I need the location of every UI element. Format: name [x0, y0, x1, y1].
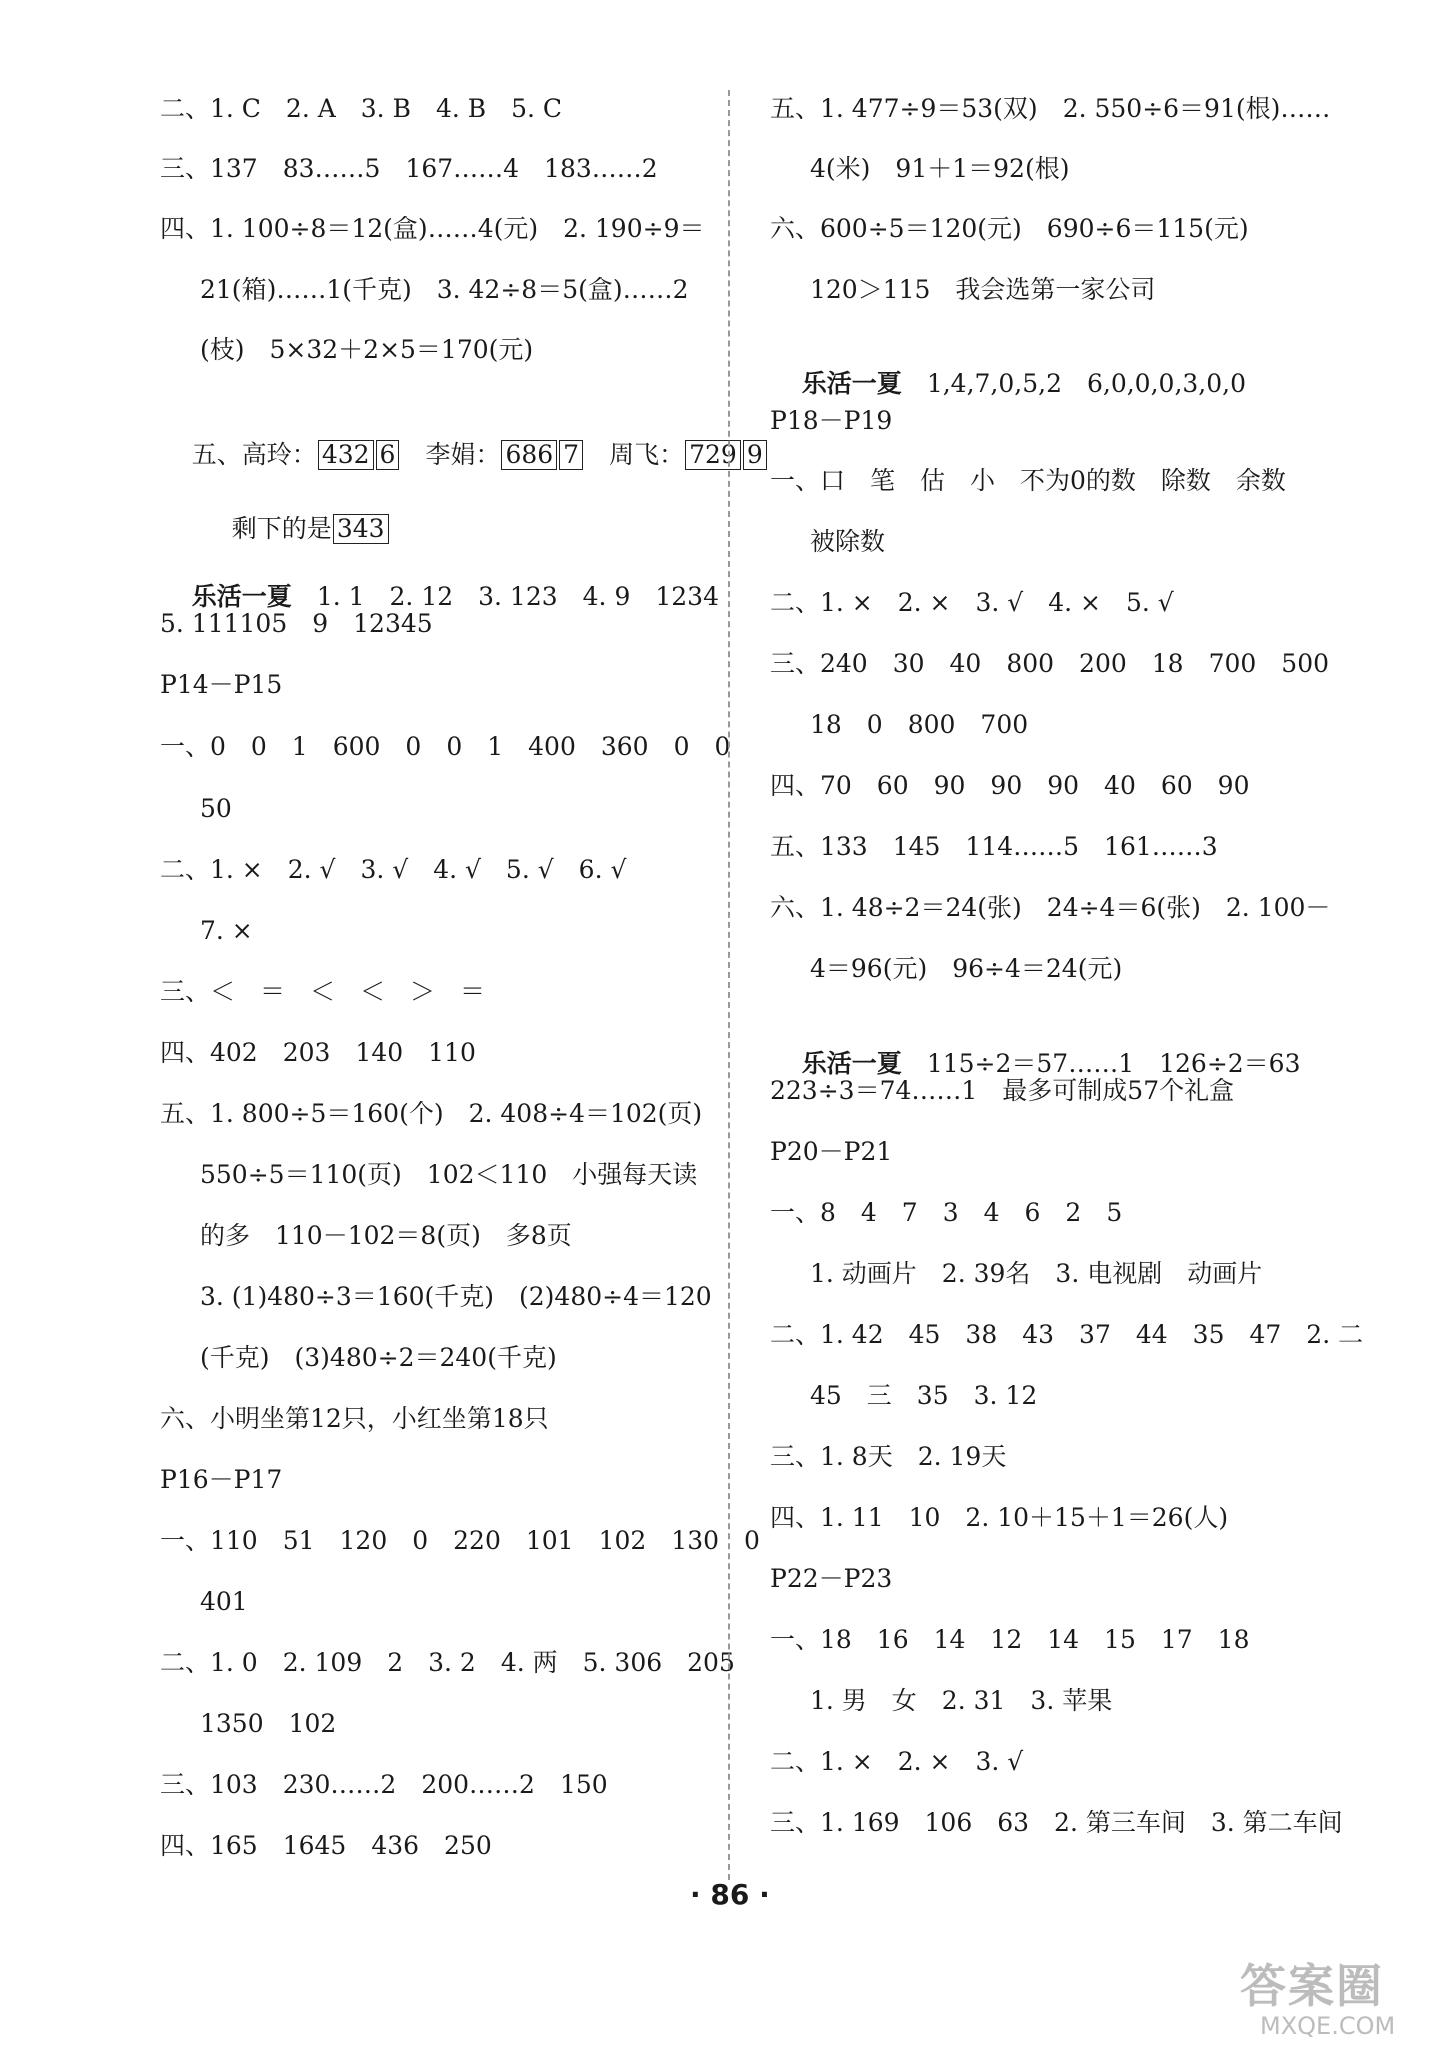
answer-line: 1. 男 女 2. 31 3. 苹果 — [810, 1686, 1113, 1715]
section-label: 乐活一夏 — [191, 582, 292, 611]
answer-line: 120＞115 我会选第一家公司 — [810, 275, 1156, 304]
page-range-heading: P20－P21 — [770, 1137, 893, 1166]
answer-box: 729 — [685, 440, 741, 470]
answer-box: 432 — [318, 440, 374, 470]
answer-line: 18 0 800 700 — [810, 710, 1029, 739]
answer-line: 五、1. 800÷5＝160(个) 2. 408÷4＝102(页) — [160, 1099, 703, 1128]
answer-line: 三、1. 169 106 63 2. 第三车间 3. 第二车间 — [770, 1808, 1343, 1837]
answer-line: 一、18 16 14 12 14 15 17 18 — [770, 1625, 1250, 1654]
answer-line: 一、8 4 7 3 4 6 2 5 — [770, 1198, 1123, 1227]
answer-line: 一、110 51 120 0 220 101 102 130 0 — [160, 1526, 760, 1555]
answer-line: 六、600÷5＝120(元) 690÷6＝115(元) — [770, 214, 1249, 243]
page-range-heading: P16－P17 — [160, 1465, 283, 1494]
answer-line: 的多 110－102＝8(页) 多8页 — [200, 1221, 572, 1250]
answer-line: 3. (1)480÷3＝160(千克) (2)480÷4＝120 — [200, 1282, 712, 1311]
answer-line: 1. 动画片 2. 39名 3. 电视剧 动画片 — [810, 1259, 1263, 1288]
answer-line: (千克) (3)480÷2＝240(千克) — [200, 1343, 557, 1372]
answer-line: 223÷3＝74……1 最多可制成57个礼盒 — [770, 1076, 1235, 1105]
section-label: 乐活一夏 — [801, 1049, 902, 1078]
answer-line: 三、＜ ＝ ＜ ＜ ＞ ＝ — [160, 977, 486, 1006]
name-label: 周飞： — [584, 440, 685, 469]
answer-line: 五、133 145 114……5 161……3 — [770, 832, 1218, 861]
answer-line: 5. 111105 9 12345 — [160, 609, 433, 638]
answer-line: 六、1. 48÷2＝24(张) 24÷4＝6(张) 2. 100－ — [770, 893, 1331, 922]
answer-line: 50 — [200, 794, 232, 823]
page-range-heading: P18－P19 — [770, 406, 893, 435]
name-label: 李娟： — [400, 440, 501, 469]
answer-line: 4＝96(元) 96÷4＝24(元) — [810, 954, 1123, 983]
answer-line: 二、1. C 2. A 3. B 4. B 5. C — [160, 94, 563, 123]
item-prefix: 五、高玲： — [191, 440, 317, 469]
answer-line: 三、137 83……5 167……4 183……2 — [160, 154, 658, 183]
answer-line: 三、103 230……2 200……2 150 — [160, 1770, 608, 1799]
answer-line: 550÷5＝110(页) 102＜110 小强每天读 — [200, 1160, 698, 1189]
watermark-site: MXQE.COM — [1260, 2012, 1396, 2040]
section-text: 1. 1 2. 12 3. 123 4. 9 1234 — [291, 582, 719, 611]
answer-line: (枝) 5×32＋2×5＝170(元) — [200, 335, 534, 364]
answer-line: 一、口 笔 估 小 不为0的数 除数 余数 — [770, 466, 1286, 495]
page-range-heading: P14－P15 — [160, 670, 283, 699]
answer-line: 1350 102 — [200, 1709, 337, 1738]
answer-line: 二、1. × 2. × 3. √ 4. × 5. √ — [770, 588, 1174, 617]
answer-line: 五、1. 477÷9＝53(双) 2. 550÷6＝91(根)…… — [770, 94, 1331, 123]
answer-line: 四、70 60 90 90 90 40 60 90 — [770, 771, 1250, 800]
answer-box: 6 — [376, 440, 400, 470]
section-text: 1,4,7,0,5,2 6,0,0,0,3,0,0 — [901, 369, 1247, 398]
section-text: 115÷2＝57……1 126÷2＝63 — [901, 1049, 1301, 1078]
answer-line: 401 — [200, 1587, 248, 1616]
answer-box: 7 — [559, 440, 583, 470]
answer-line: 二、1. 42 45 38 43 37 44 35 47 2. 二 — [770, 1320, 1364, 1349]
answer-line: 21(箱)……1(千克) 3. 42÷8＝5(盒)……2 — [200, 275, 689, 304]
answer-line: 二、1. 0 2. 109 2 3. 2 4. 两 5. 306 205 — [160, 1648, 735, 1677]
answer-line: 二、1. × 2. × 3. √ — [770, 1747, 1024, 1776]
answer-box: 343 — [333, 514, 389, 544]
answer-line: 六、小明坐第12只，小红坐第18只 — [160, 1404, 549, 1433]
answer-box: 9 — [743, 440, 767, 470]
answer-line: 二、1. × 2. √ 3. √ 4. √ 5. √ 6. √ — [160, 855, 627, 884]
watermark-logo-text: 答案圈 — [1240, 1959, 1384, 2013]
answer-line: 三、1. 8天 2. 19天 — [770, 1442, 1007, 1471]
page-number: · 86 · — [690, 1878, 770, 1911]
answer-line: 被除数 — [810, 527, 886, 556]
section-label: 乐活一夏 — [801, 369, 902, 398]
watermark-logo — [1240, 1950, 1430, 2050]
answer-line: 四、165 1645 436 250 — [160, 1831, 492, 1860]
answer-line: 四、402 203 140 110 — [160, 1038, 476, 1067]
answer-line: 7. × — [200, 916, 253, 945]
answer-line: 四、1. 100÷8＝12(盒)……4(元) 2. 190÷9＝ — [160, 214, 705, 243]
answer-line: 4(米) 91＋1＝92(根) — [810, 154, 1070, 183]
item-prefix: 剩下的是 — [231, 514, 332, 543]
answer-line: 三、240 30 40 800 200 18 700 500 — [770, 649, 1330, 678]
answer-box: 686 — [501, 440, 557, 470]
answer-line: 四、1. 11 10 2. 10＋15＋1＝26(人) — [770, 1503, 1229, 1532]
answer-line: 一、0 0 1 600 0 0 1 400 360 0 0 — [160, 732, 731, 761]
answer-line: 45 三 35 3. 12 — [810, 1381, 1038, 1410]
page-range-heading: P22－P23 — [770, 1564, 893, 1593]
column-divider — [728, 90, 730, 1880]
